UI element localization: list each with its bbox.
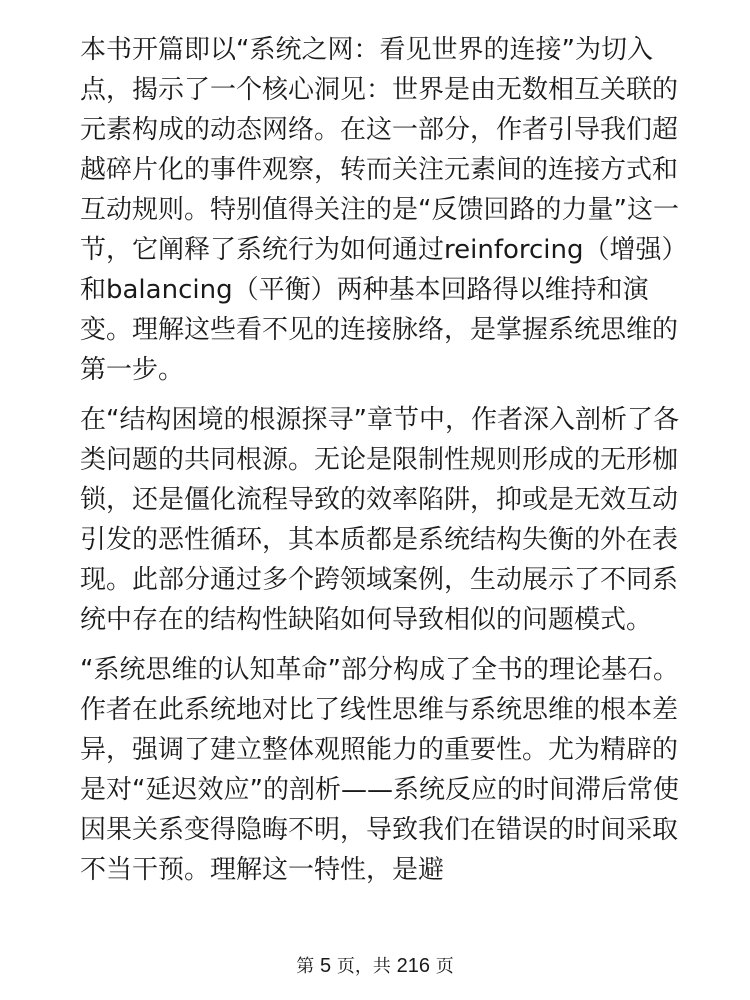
paragraph-3: “系统思维的认知革命”部分构成了全书的理论基石。作者在此系统地对比了线性思维与系统思维的根本差异，强调了建立整体观照能力的重要性。尤为精辟的是对“延迟效应”的剖析——系统反应的时间滞后常使因果关系变得隐晦不明，导致我们在错误的时间采取不当干预。理解这一特性，是避 (80, 655, 679, 885)
footer-suffix: 页 (435, 956, 454, 977)
paragraph-2: 在“结构困境的根源探寻”章节中，作者深入剖析了各类问题的共同根源。无论是限制性规则形成的无形枷锁，还是僵化流程导致的效率陷阱，抑或是无效互动引发的恶性循环，其本质都是系统结构失衡的外在表现。此部分通过多个跨领域案例，生动展示了不同系统中存在的结构性缺陷如何导致相似的问题模式。 (80, 405, 679, 635)
paragraph-1: 本书开篇即以“系统之网：看见世界的连接”为切入点，揭示了一个核心洞见：世界是由无数相互关联的元素构成的动态网络。在这一部分，作者引导我们超越碎片化的事件观察，转而关注元素间的连接方式和互动规则。特别值得关注的是“反馈回路的力量”这一节，它阐释了系统行为如何通过reinforcing（增强）和balancing（平衡）两种基本回路得以维持和演变。理解这些看不见的连接脉络，是掌握系统思维的第一步。 (80, 35, 679, 385)
current-page-number: 5 (320, 955, 332, 977)
page-number-footer (0, 952, 750, 978)
total-page-count: 216 (396, 955, 430, 977)
body-text (80, 30, 680, 890)
footer-prefix: 第 (296, 956, 315, 977)
footer-middle: 页，共 (336, 956, 391, 977)
